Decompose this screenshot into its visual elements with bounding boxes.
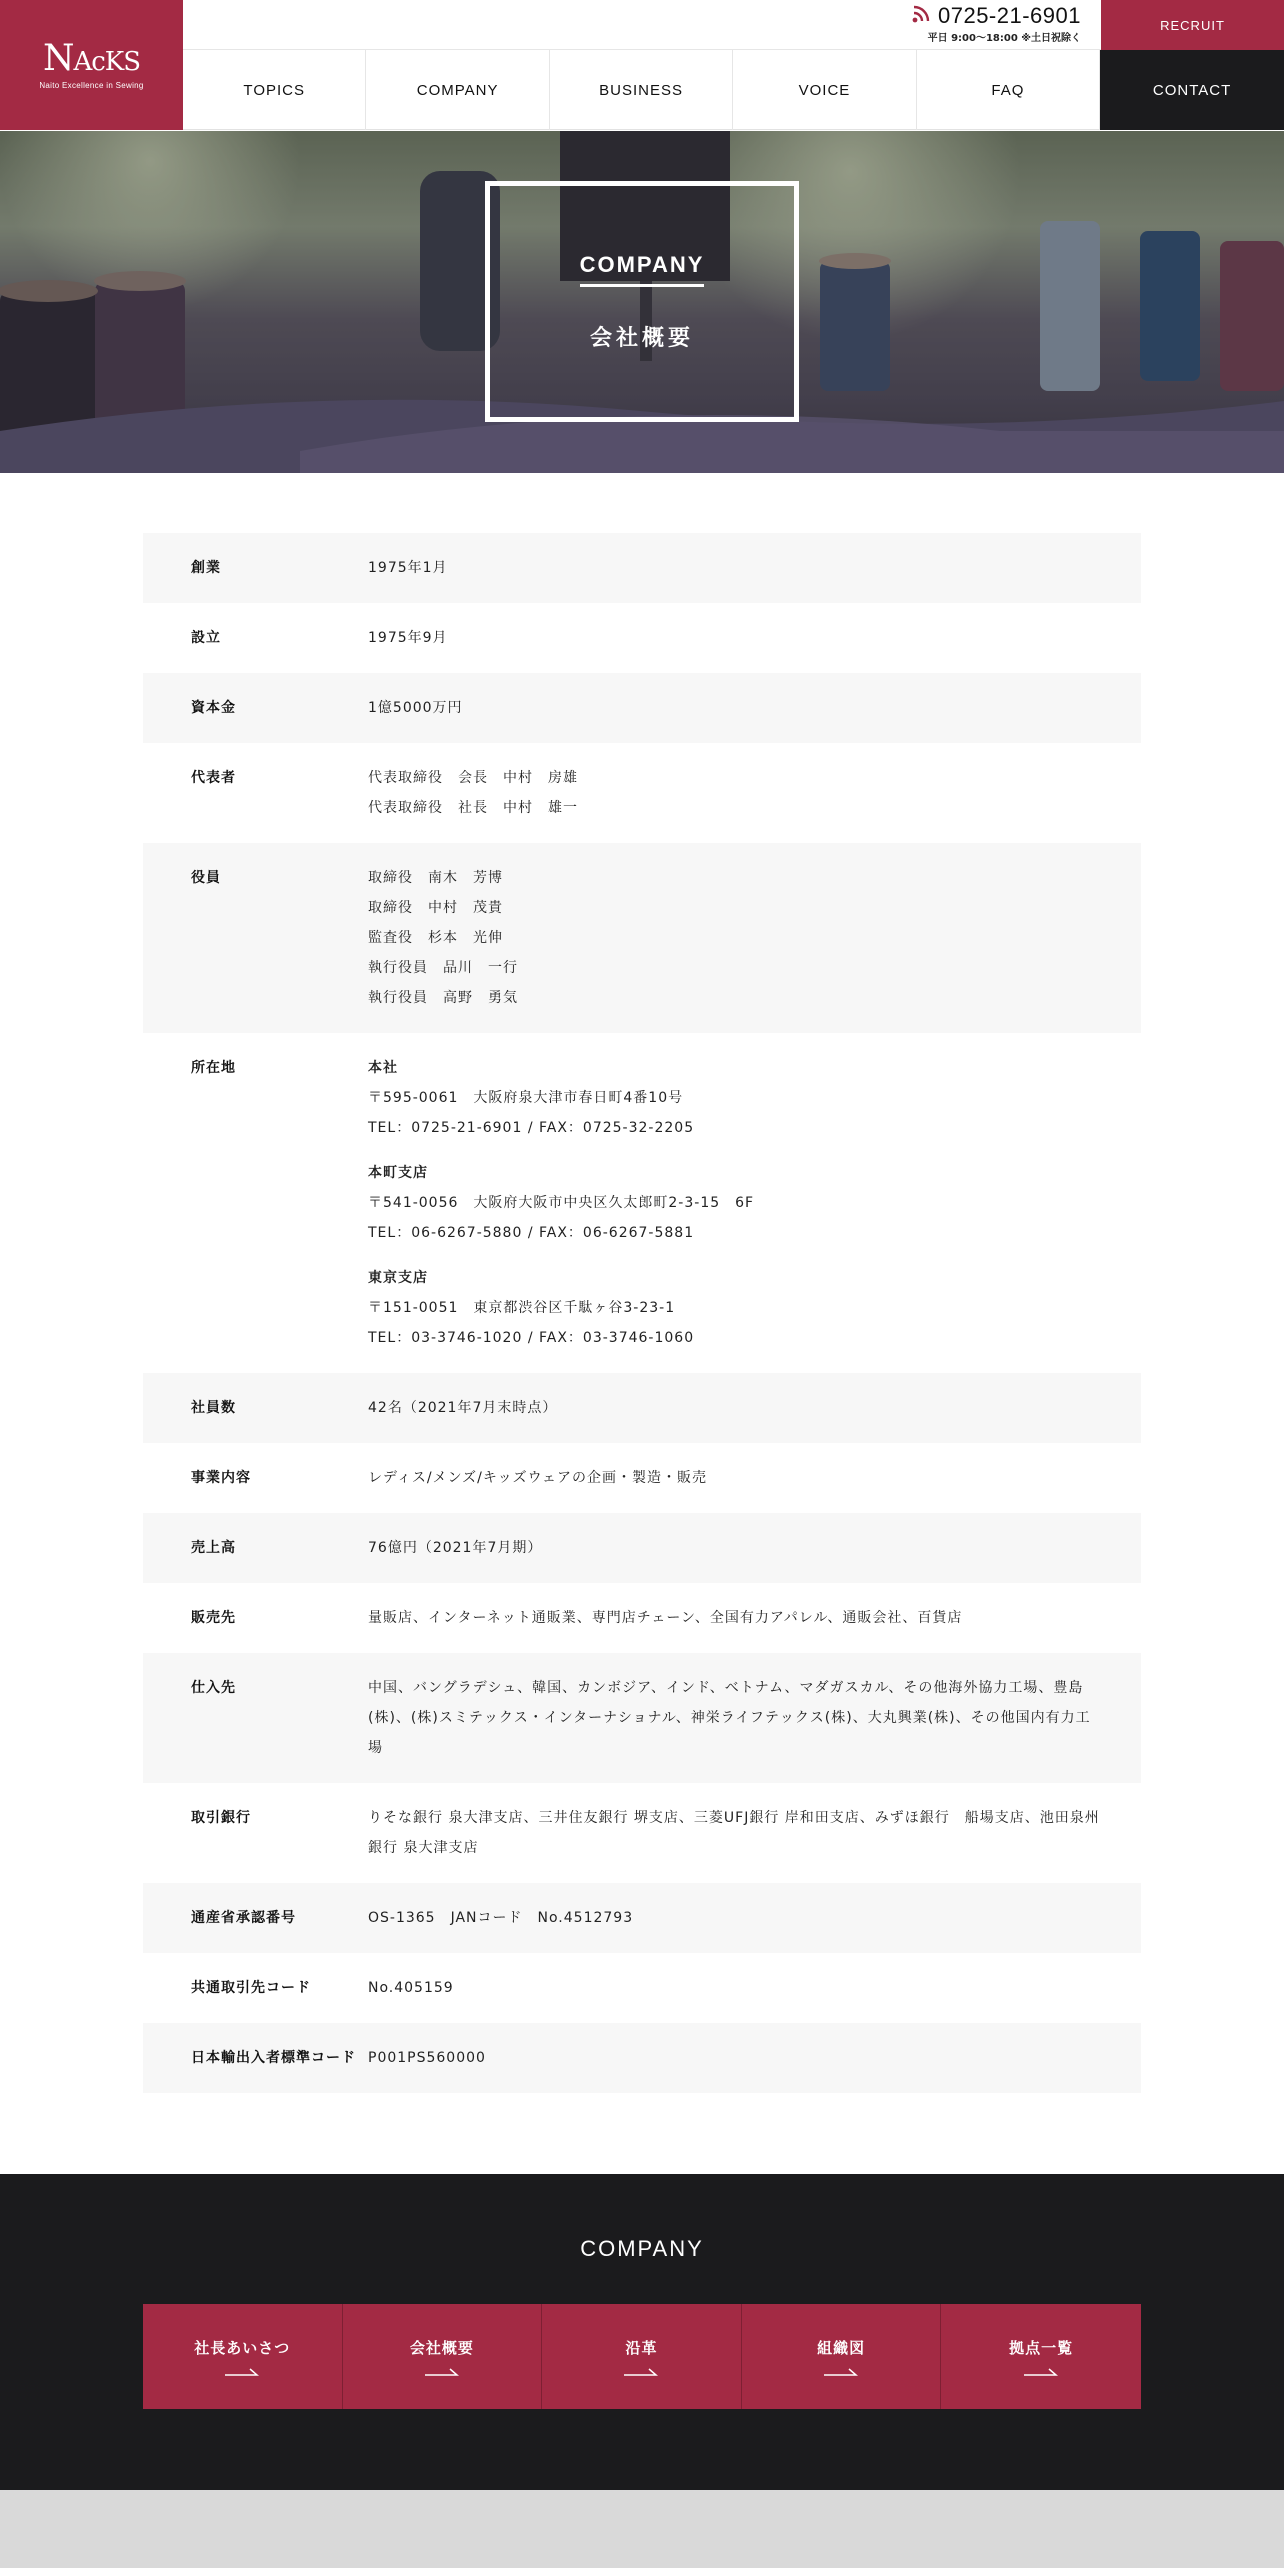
company-footer-nav: [0, 2174, 1284, 2490]
value-line: 1975年1月: [368, 560, 448, 576]
table-row: [143, 843, 1141, 1033]
table-row: [143, 1373, 1141, 1443]
table-row: [143, 1783, 1141, 1883]
value-line: 76億円（2021年7月期）: [368, 1540, 543, 1556]
company-profile-table: [143, 533, 1141, 2093]
office-tel: TEL：06-6267-5880 / FAX：06-6267-5881: [368, 1225, 695, 1241]
row-label: 取引銀行: [191, 1810, 251, 1826]
nav-item-business[interactable]: BUSINESS: [550, 50, 733, 130]
arrow-right-icon: [824, 2368, 858, 2376]
row-label: 通産省承認番号: [191, 1910, 296, 1926]
row-value: [368, 693, 1141, 743]
table-row: [143, 2023, 1141, 2093]
row-value: [368, 763, 1141, 843]
business-hours: 平日 9:00〜18:00 ※土日祝除く: [927, 33, 1081, 44]
value-line: りそな銀行 泉大津支店、三井住友銀行 堺支店、三菱UFJ銀行 岸和田支店、みずほ銀行 船場支店、池田泉州銀行 泉大津支店: [368, 1810, 1100, 1856]
row-value: [368, 553, 1141, 603]
nav-item-topics[interactable]: TOPICS: [183, 50, 366, 130]
value-line: 1億5000万円: [368, 700, 463, 716]
office-address: 〒595-0061 大阪府泉大津市春日町4番10号: [368, 1090, 684, 1106]
footer-link-label: 沿革: [625, 2339, 658, 2357]
row-label: 設立: [191, 630, 221, 646]
table-row: [143, 603, 1141, 673]
hero-title-en: COMPANY: [580, 252, 705, 287]
footer-link-organization[interactable]: [742, 2304, 942, 2409]
row-value: [368, 1903, 1141, 1953]
row-value: [368, 1803, 1141, 1883]
footer-link-group: [143, 2304, 1141, 2409]
phone-number-link[interactable]: [912, 3, 1081, 29]
arrow-right-icon: [624, 2368, 658, 2376]
site-logo[interactable]: [0, 0, 183, 130]
row-value: [368, 1603, 1141, 1653]
nav-contact-button[interactable]: CONTACT: [1100, 50, 1284, 130]
table-row: [143, 1953, 1141, 2023]
table-row: [143, 743, 1141, 843]
row-value: [368, 1973, 1141, 2023]
footer-link-profile[interactable]: [343, 2304, 543, 2409]
footer-link-label: 社長あいさつ: [194, 2339, 291, 2357]
phone-number: 0725-21-6901: [937, 3, 1081, 28]
footer-link-label: 会社概要: [409, 2339, 474, 2357]
table-row: [143, 1653, 1141, 1783]
table-row: [143, 1443, 1141, 1513]
office-address: 〒541-0056 大阪府大阪市中央区久太郎町2-3-15 6F: [368, 1195, 755, 1211]
row-value: [368, 1053, 1141, 1373]
footer-link-label: 拠点一覧: [1009, 2339, 1074, 2357]
row-label: 共通取引先コード: [191, 1980, 311, 1996]
value-line: 執行役員 品川 一行: [368, 960, 518, 976]
nav-item-company[interactable]: COMPANY: [366, 50, 549, 130]
office-address: 〒151-0051 東京都渋谷区千駄ヶ谷3-23-1: [368, 1300, 676, 1316]
office-name: 本町支店: [368, 1165, 428, 1181]
row-label: 仕入先: [191, 1680, 236, 1696]
table-row: [143, 1883, 1141, 1953]
footer-link-locations[interactable]: [941, 2304, 1141, 2409]
office-tel: TEL：03-3746-1020 / FAX：03-3746-1060: [368, 1330, 695, 1346]
table-row: [143, 673, 1141, 743]
row-label: 日本輸出入者標準コード: [191, 2050, 356, 2066]
value-line: 執行役員 高野 勇気: [368, 990, 518, 1006]
value-line: 42名（2021年7月末時点）: [368, 1400, 558, 1416]
row-label: 創業: [191, 560, 221, 576]
value-line: 監査役 杉本 光伸: [368, 930, 503, 946]
logo-wordmark: NAcKS: [42, 37, 141, 79]
phone-signal-icon: [912, 5, 932, 27]
table-row: [143, 1513, 1141, 1583]
row-value: [368, 863, 1141, 1033]
footer-section-title: COMPANY: [580, 2236, 704, 2261]
row-label: 資本金: [191, 700, 236, 716]
row-value: [368, 1533, 1141, 1583]
row-label: 販売先: [191, 1610, 236, 1626]
arrow-right-icon: [1024, 2368, 1058, 2376]
office-name: 東京支店: [368, 1270, 428, 1286]
footer-link-history[interactable]: [542, 2304, 742, 2409]
value-line: OS-1365 JANコード No.4512793: [368, 1910, 634, 1926]
logo-tagline: Naito Excellence in Sewing: [39, 80, 144, 90]
global-nav: [183, 50, 1284, 130]
value-line: 中国、バングラデシュ、韓国、カンボジア、インド、ベトナム、マダガスカル、その他海外協力工場、豊島(株)、(株)スミテックス・インターナショナル、神栄ライフテックス(株)、大丸興業(株)、その他国内有力工場: [368, 1680, 1091, 1756]
table-row: [143, 1033, 1141, 1373]
value-line: No.405159: [368, 1980, 454, 1996]
footer-link-label: 組織図: [817, 2339, 866, 2357]
value-line: 代表取締役 社長 中村 雄一: [368, 800, 578, 816]
nav-item-faq[interactable]: FAQ: [917, 50, 1100, 130]
row-label: 社員数: [191, 1400, 236, 1416]
value-line: レディス/メンズ/キッズウェアの企画・製造・販売: [368, 1470, 708, 1486]
row-value: [368, 1463, 1141, 1513]
row-value: [368, 1673, 1141, 1783]
header-contact-row: [183, 0, 1101, 50]
nav-item-voice[interactable]: VOICE: [733, 50, 916, 130]
office-tel: TEL：0725-21-6901 / FAX：0725-32-2205: [368, 1120, 695, 1136]
row-label: 売上高: [191, 1540, 236, 1556]
site-header: [0, 0, 1284, 130]
page-bottom-band: [0, 2490, 1284, 2568]
hero-banner: [0, 131, 1284, 473]
value-line: 取締役 南木 芳博: [368, 870, 503, 886]
row-label: 事業内容: [191, 1470, 251, 1486]
arrow-right-icon: [225, 2368, 259, 2376]
hero-title-jp: 会社概要: [589, 325, 694, 351]
value-line: 代表取締役 会長 中村 房雄: [368, 770, 578, 786]
row-label: 所在地: [191, 1060, 236, 1076]
footer-link-greeting[interactable]: [143, 2304, 343, 2409]
table-row: [143, 1583, 1141, 1653]
table-row: [143, 533, 1141, 603]
value-line: 取締役 中村 茂貴: [368, 900, 503, 916]
row-label: 役員: [191, 870, 221, 886]
recruit-button[interactable]: RECRUIT: [1101, 0, 1284, 50]
hero-title-box: [485, 181, 799, 422]
value-line: 1975年9月: [368, 630, 448, 646]
row-value: [368, 623, 1141, 673]
row-value: [368, 1393, 1141, 1443]
arrow-right-icon: [425, 2368, 459, 2376]
value-line: P001PS560000: [368, 2050, 486, 2066]
row-label: 代表者: [191, 770, 236, 786]
value-line: 量販店、インターネット通販業、専門店チェーン、全国有力アパレル、通販会社、百貨店: [368, 1610, 963, 1626]
office-name: 本社: [368, 1060, 398, 1076]
row-value: [368, 2043, 1141, 2093]
